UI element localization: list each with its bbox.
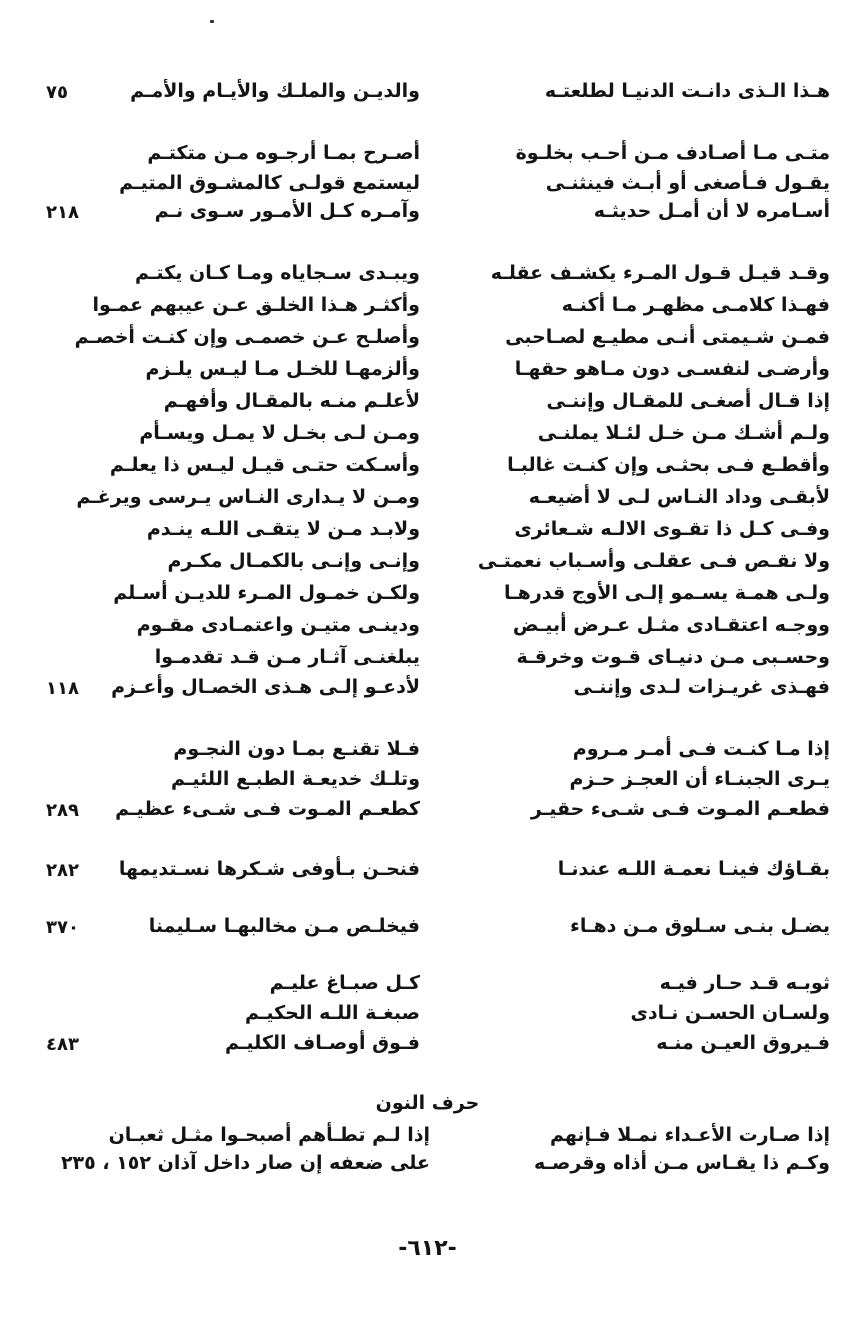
- verse-second-hemistich: أصـرح بمـا أرجـوه مـن متكتـم: [147, 142, 420, 164]
- verse-second-hemistich: وأسـكت حتـى قيـل ليـس ذا يعلـم: [109, 454, 420, 476]
- verse-second-hemistich: وإنـى وإنـى بالكمـال مكـرم: [167, 550, 420, 572]
- verse-second-hemistich: فـوق أوصـاف الكليـم: [224, 1032, 420, 1054]
- verse-first-hemistich: هـذا الـذى دانـت الدنيـا لطلعتـه: [544, 80, 830, 102]
- verse-second-hemistich: يبلغنـى آثـار مـن قـد تقدمـوا: [154, 646, 420, 668]
- verse-line: [30, 1124, 830, 1154]
- verse-reference-number: ٧٥: [46, 82, 68, 103]
- verse-line: [30, 486, 830, 516]
- verse-line: [30, 582, 830, 612]
- verse-second-hemistich: ودينـى متيـن واعتمـادى مقـوم: [136, 614, 420, 636]
- verse-first-hemistich: ولا نقـص فـى عقلـى وأسـباب نعمتـى: [477, 550, 830, 572]
- verse-line: [30, 798, 830, 828]
- verse-second-hemistich: صبغـة اللـه الحكيـم: [244, 1002, 420, 1024]
- verse-second-hemistich: وآمـره كـل الأمـور سـوى نـم: [154, 200, 420, 222]
- verse-first-hemistich: بقـاؤك فينـا نعمـة اللـه عندنـا: [557, 858, 830, 880]
- verse-line: [30, 358, 830, 388]
- verse-line: [30, 390, 830, 420]
- verse-line: [30, 858, 830, 888]
- verse-line: [30, 1152, 830, 1182]
- verse-line: [30, 1032, 830, 1062]
- verse-line: [30, 326, 830, 356]
- verse-line: [30, 646, 830, 676]
- verse-first-hemistich: وفـى كـل ذا تقـوى الالـه شـعائرى: [514, 518, 830, 540]
- verse-second-hemistich: وألزمهـا للخـل مـا ليـس يلـزم: [145, 358, 420, 380]
- verse-first-hemistich: وأرضـى لنفسـى دون مـاهو حقهـا: [514, 358, 830, 380]
- verse-second-hemistich: ليستمع قولـى كالمشـوق المتيـم: [119, 172, 420, 194]
- verse-line: [30, 550, 830, 580]
- verse-line: [30, 422, 830, 452]
- verse-line: [30, 518, 830, 548]
- verse-second-hemistich: وأصلـح عـن خصمـى وإن كنـت أخصـم: [74, 326, 420, 348]
- verse-second-hemistich: ومـن لا يـدارى النـاس يـرسى ويرغـم: [76, 486, 420, 508]
- verse-reference-number: ٢٨٢: [46, 860, 79, 881]
- verse-line: [30, 200, 830, 230]
- verse-second-hemistich: فنحـن بـأوفى شـكرها نسـتديمها: [118, 858, 420, 880]
- verse-first-hemistich: فهـذا كلامـى مظهـر مـا أكنـه: [561, 294, 830, 316]
- verse-first-hemistich: فمـن شـيمتى أنـى مطيـع لصـاحبى: [505, 326, 830, 348]
- verse-first-hemistich: فهـذى غريـزات لـدى وإننـى: [573, 676, 830, 698]
- verse-first-hemistich: يـرى الجبنـاء أن العجـز حـزم: [569, 768, 830, 790]
- verse-line: [30, 454, 830, 484]
- verse-first-hemistich: ولـى همـة يسـمو إلـى الأوج قدرهـا: [504, 582, 830, 604]
- verse-reference-number: ٤٨٣: [46, 1034, 79, 1055]
- verse-second-hemistich: والديـن والملـك والأيـام والأمـم: [130, 80, 420, 102]
- verse-second-hemistich: فـلا تقنـع بمـا دون النجـوم: [173, 738, 420, 760]
- verse-first-hemistich: لأبقـى وداد النـاس لـى لا أضيعـه: [528, 486, 830, 508]
- verse-reference-number: ١١٨: [46, 678, 79, 699]
- verse-first-hemistich: متـى مـا أصـادف مـن أحـب بخلـوة: [515, 142, 830, 164]
- verse-line: [30, 768, 830, 798]
- verse-first-hemistich: إذا صـارت الأعـداء نمـلا فـإنهم: [549, 1124, 830, 1146]
- verse-first-hemistich: ووجـه اعتقـادى مثـل عـرض أبيـض: [512, 614, 830, 636]
- verse-second-hemistich: ومـن لـى بخـل لا يمـل ويسـأم: [139, 422, 420, 444]
- verse-first-hemistich: فطعـم المـوت فـى شـىء حقيـر: [530, 798, 830, 820]
- verse-second-hemistich: لأعلـم منـه بالمقـال وأفهـم: [163, 390, 420, 412]
- verse-second-hemistich: كطعـم المـوت فـى شـىء عظيـم: [115, 798, 420, 820]
- verse-first-hemistich: يضـل بنـى سـلوق مـن دهـاء: [570, 915, 830, 937]
- verse-line: [30, 80, 830, 110]
- verse-reference-number: ٣٧٠: [46, 917, 79, 938]
- verse-first-hemistich: وقـد قيـل قـول المـرء يكشـف عقلـه: [490, 262, 830, 284]
- verse-line: [30, 172, 830, 202]
- verse-line: [30, 738, 830, 768]
- verse-first-hemistich: يقـول فـأصغى أو أبـث فينثنـى: [545, 172, 830, 194]
- verse-second-hemistich: إذا لـم تطـأهم أصبحـوا مثـل ثعبـان: [108, 1124, 430, 1146]
- verse-line: [30, 972, 830, 1002]
- verse-line: [30, 915, 830, 945]
- verse-first-hemistich: وأقطـع فـى بحثـى وإن كنـت غالبـا: [507, 454, 830, 476]
- verse-reference-number: ٢٨٩: [46, 800, 79, 821]
- verse-second-hemistich: ولابـد مـن لا يتقـى اللـه ينـدم: [146, 518, 420, 540]
- verse-first-hemistich: أسـامره لا أن أمـل حديثـه: [593, 200, 830, 222]
- verse-second-hemistich: ولكـن خمـول المـرء للديـن أسـلم: [113, 582, 420, 604]
- verse-first-hemistich: وكـم ذا يقـاس مـن أذاه وقرصـه: [533, 1152, 830, 1174]
- verse-second-hemistich: وتلـك خديعـة الطبـع اللئيـم: [171, 768, 420, 790]
- verse-first-hemistich: إذا قـال أصغـى للمقـال وإننـى: [546, 390, 830, 412]
- verse-first-hemistich: فـيروق العيـن منـه: [656, 1032, 830, 1054]
- verse-second-hemistich: لأدعـو إلـى هـذى الخصـال وأعـزم: [111, 676, 420, 698]
- verse-line: [30, 676, 830, 706]
- verse-first-hemistich: ثوبـه قـد حـار فيـه: [659, 972, 830, 994]
- verse-reference-number: ٢١٨: [46, 202, 79, 223]
- verse-line: [30, 142, 830, 172]
- section-heading: حرف النون: [375, 1092, 480, 1114]
- verse-second-hemistich: ويبـدى سـجاياه ومـا كـان يكتـم: [135, 262, 420, 284]
- verse-second-hemistich: وأكثـر هـذا الخلـق عـن عيبهم عمـوا: [92, 294, 420, 316]
- verse-first-hemistich: ولسـان الحسـن نـادى: [630, 1002, 830, 1024]
- verse-second-hemistich: كـل صبـاغ عليـم: [269, 972, 420, 994]
- verse-line: [30, 262, 830, 292]
- verse-second-hemistich: فيخلـص مـن مخالبهـا سـليمنا: [148, 915, 420, 937]
- page-number: -٦١٢-: [398, 1236, 457, 1261]
- verse-second-hemistich: على ضعفه إن صار داخل آذان ١٥٢ ، ٢٣٥: [60, 1152, 430, 1174]
- verse-first-hemistich: ولـم أشـك مـن خـل لئـلا يملنـى: [537, 422, 830, 444]
- scan-speck: [210, 20, 214, 23]
- verse-line: [30, 294, 830, 324]
- verse-first-hemistich: وحسـبى مـن دنيـاى قـوت وخرقـة: [516, 646, 830, 668]
- verse-line: [30, 614, 830, 644]
- verse-first-hemistich: إذا مـا كنـت فـى أمـر مـروم: [572, 738, 830, 760]
- verse-line: [30, 1002, 830, 1032]
